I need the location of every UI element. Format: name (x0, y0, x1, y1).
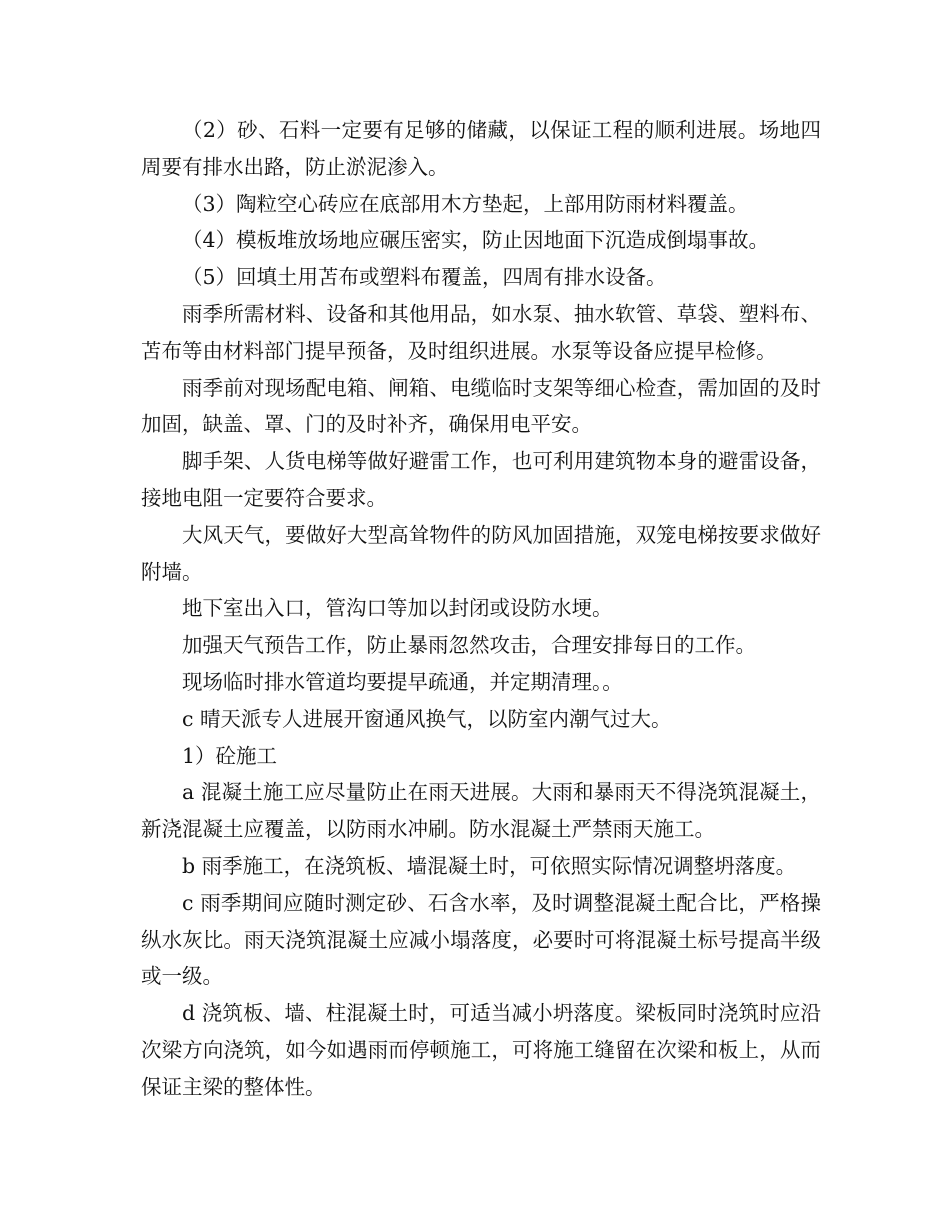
paragraph: （5）回填土用苫布或塑料布覆盖，四周有排水设备。 (182, 265, 667, 290)
paragraph: b 雨季施工，在浇筑板、墙混凝土时，可依照实际情况调整坍落度。 (182, 853, 797, 878)
paragraph: 地下室出入口，管沟口等加以封闭或设防水埂。 (182, 596, 613, 621)
paragraph: （3）陶粒空心砖应在底部用木方垫起，上部用防雨材料覆盖。 (182, 191, 749, 216)
paragraph: 脚手架、人货电梯等做好避雷工作，也可利用建筑物本身的避雷设备，接地电阻一定要符合要求。 (141, 449, 821, 510)
paragraph: 雨季所需材料、设备和其他用品，如水泵、抽水软管、草袋、塑料布、苫布等由材料部门提早预备，及时组织进展。水泵等设备应提早检修。 (141, 301, 821, 363)
paragraph: c 雨季期间应随时测定砂、石含水率，及时调整混凝土配合比，严格操纵水灰比。雨天浇筑混凝土应减小塌落度，必要时可将混凝土标号提高半级或一级。 (141, 890, 821, 989)
section-heading: 1）砼施工 (182, 743, 278, 768)
paragraph: 雨季前对现场配电箱、闸箱、电缆临时支架等细心检查，需加固的及时加固，缺盖、罩、门的及时补齐，确保用电平安。 (141, 375, 821, 437)
paragraph: 加强天气预告工作，防止暴雨忽然攻击，合理安排每日的工作。 (182, 633, 756, 658)
paragraph: （2）砂、石料一定要有足够的储藏，以保证工程的顺利进展。场地四周要有排水出路，防止淤泥渗入。 (141, 118, 821, 179)
paragraph: a 混凝土施工应尽量防止在雨天进展。大雨和暴雨天不得浇筑混凝土，新浇混凝土应覆盖，以防雨水冲刷。防水混凝土严禁雨天施工。 (141, 780, 821, 842)
paragraph: （4）模板堆放场地应碾压密实，防止因地面下沉造成倒塌事故。 (182, 228, 770, 253)
paragraph: c 晴天派专人进展开窗通风换气，以防室内潮气过大。 (182, 706, 672, 731)
paragraph: 大风天气，要做好大型高耸物件的防风加固措施，双笼电梯按要求做好附墙。 (141, 522, 821, 584)
paragraph: d 浇筑板、墙、柱混凝土时，可适当减小坍落度。梁板同时浇筑时应沿次梁方向浇筑，如今如遇雨而停顿施工，可将施工缝留在次梁和板上，从而保证主梁的整体性。 (141, 1001, 821, 1099)
paragraph: 现场临时排水管道均要提早疏通，并定期清理。。 (182, 669, 623, 694)
document-body (141, 112, 821, 1106)
